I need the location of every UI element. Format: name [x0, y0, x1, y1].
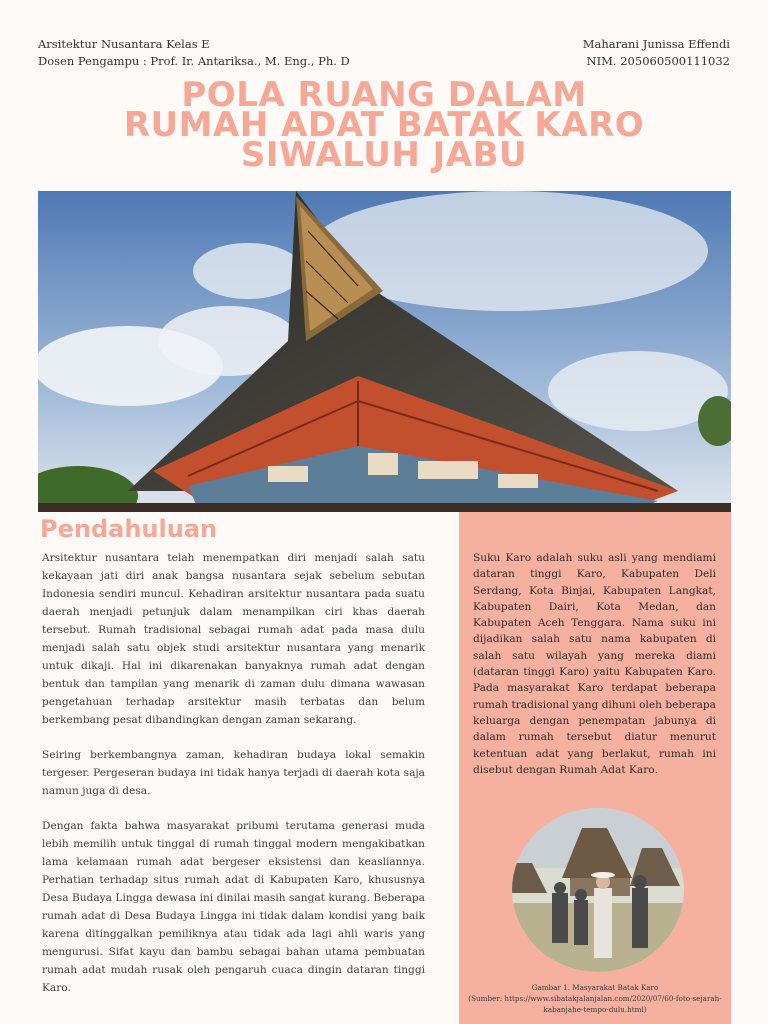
hero-photo-batak-karo-house — [38, 191, 731, 512]
sidebar-panel — [459, 512, 731, 1024]
caption-title: Gambar 1. Masyarakat Batak Karo — [531, 983, 659, 992]
author-info — [583, 36, 730, 70]
caption-source: (Sumber: https://www.sibatakjalanjalan.com/2020/07/60-foto-sejarah-kabanjahe-tempo-dulu.html) — [468, 994, 722, 1014]
student-id: NIM. 205060500111032 — [586, 54, 730, 68]
intro-body — [42, 549, 425, 1014]
page-title — [0, 75, 768, 175]
title-line-1: POLA RUANG DALAM — [181, 75, 587, 115]
paragraph: Arsitektur nusantara telah menempatkan diri menjadi salah satu kekayaan jati diri anak bangsa nusantara sejak sebelum sebutan Indonesia sendiri muncul. Kehadiran arsitektur nusantara pada suatu daerah menjadi petunjuk dalam menampilkan ciri khas daerah tersebut. Rumah tradisional sebagai rumah adat pada masa dulu menjadi salah satu objek studi arsitektur nusantara yang menarik untuk dikaji. Hal ini dikarenakan banyaknya rumah adat dengan bentuk dan tampilan yang menarik di zaman dulu dimana wawasan pengetahuan terhadap arsitektur masih terbatas dan belum berkembang pesat dibandingkan dengan zaman sekarang. — [42, 552, 425, 726]
figure-caption — [467, 982, 723, 1015]
paragraph: Seiring berkembangnya zaman, kehadiran budaya lokal semakin tergeser. Pergeseran budaya ini tidak hanya terjadi di daerah kota saja namun juga di desa. — [42, 749, 425, 797]
paragraph: Dengan fakta bahwa masyarakat pribumi terutama generasi muda lebih memilih untuk tinggal di rumah tinggal modern mengakibatkan lama kelamaan rumah adat bergeser eksistensi dan keasliannya. Perhatian terhadap situs rumah adat di Kabupaten Karo, khususnya Desa Budaya Lingga dewasa ini dinilai masih sangat kurang. Beberapa rumah adat di Desa Budaya Lingga ini tidak dalam kondisi yang baik karena ditinggalkan pemiliknya atau tidak ada lagi ahli waris yang mengurusi. Sifat kayu dan bambu sebagai bahan utama pembuatan rumah adat mudah rusak oleh pengaruh cuaca dingin dataran tinggi Karo. — [42, 820, 425, 994]
section-heading: Pendahuluan — [40, 515, 218, 543]
author-name: Maharani Junissa Effendi — [582, 37, 730, 51]
title-line-3: SIWALUH JABU — [240, 135, 528, 175]
course-name: Arsitektur Nusantara Kelas E — [38, 37, 210, 51]
course-info — [38, 36, 350, 70]
sidebar-text: Suku Karo adalah suku asli yang mendiami dataran tinggi Karo, Kabupaten Deli Serdang, Kota Binjai, Kabupaten Langkat, Kabupaten Dairi, Kota Medan, dan Kabupaten Aceh Tenggara. Nama suku ini dijadikan salah satu nama kabupaten di salah satu wilayah yang mereka diami (dataran tinggi Karo) yaitu Kabupaten Karo. Pada masyarakat Karo terdapat beberapa rumah tradisional yang dihuni oleh beberapa keluarga dengan penempatan jabunya di dalam rumah tersebut diatur menurut ketentuan adat yang berlakut, rumah ini disebut dengan Rumah Adat Karo. — [473, 552, 716, 776]
title-line-2: RUMAH ADAT BATAK KARO — [123, 105, 645, 145]
lecturer-name: Dosen Pengampu : Prof. Ir. Antariksa., M. Eng., Ph. D — [38, 54, 350, 68]
historical-photo-karo-people — [512, 808, 684, 972]
